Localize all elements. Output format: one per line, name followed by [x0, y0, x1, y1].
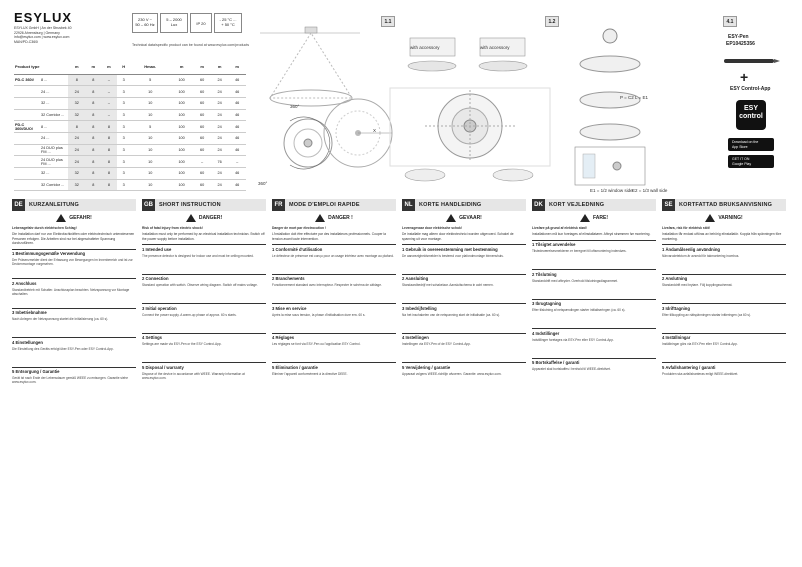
- table-row: [14, 132, 246, 144]
- section-text: Dispose of the device in accordance with WEEE. Warranty information at www.esylux.com.: [142, 371, 245, 380]
- app-store-badge[interactable]: Download on the App Store: [728, 138, 774, 151]
- table-cell: 24: [211, 121, 229, 133]
- table-cell: 46: [228, 132, 246, 144]
- table-header: m: [101, 60, 117, 74]
- product-group: [14, 86, 40, 98]
- section-title: 2 Aansluiting: [402, 274, 526, 282]
- table-row: [14, 121, 246, 133]
- product-name: 32 Corridor ...: [40, 179, 68, 191]
- section-text: Die Einstellung des Geräts erfolgt über ESY-Pen oder ESY Control-App.: [12, 346, 114, 351]
- section-text: Indstillinger foretages via ESY-Pen eller ESY Control-App.: [532, 337, 614, 342]
- esy-pen-title: ESY-Pen: [728, 34, 749, 40]
- product-name: 32 ...: [40, 97, 68, 109]
- column-title: MODE D'EMPLOI RAPIDE: [289, 202, 360, 208]
- product-name: 24 ...: [40, 132, 68, 144]
- product-name: 32 Corridor ...: [40, 109, 68, 121]
- table-cell: 10: [131, 179, 170, 191]
- table-cell: 8: [101, 132, 117, 144]
- contact-line: 22926 Ahrensburg | Germany: [14, 30, 60, 35]
- table-cell: 100: [170, 121, 193, 133]
- warning-row: [532, 214, 656, 222]
- safety-text: L'installation doit être effectuée par des installateurs professionnels. Couper la tension avant toute intervention.: [272, 232, 387, 241]
- section-title: 4 Einstellungen: [12, 337, 136, 345]
- product-name: 8 ...: [40, 74, 68, 86]
- table-cell: 60: [193, 179, 211, 191]
- table-cell: 60: [193, 132, 211, 144]
- table-cell: 24: [68, 156, 86, 168]
- table-cell: 100: [170, 109, 193, 121]
- table-cell: 8: [86, 168, 102, 180]
- product-group: PD-C 360i/DUO/: [14, 121, 40, 133]
- table-cell: 60: [193, 121, 211, 133]
- table-cell: 24: [211, 86, 229, 98]
- language-code: FR: [272, 199, 285, 211]
- caption-window-side: E1 = 1/2 window side: [590, 188, 633, 193]
- section-title: 2 Branchements: [272, 274, 396, 282]
- table-row: [14, 109, 246, 121]
- product-group: [14, 156, 40, 168]
- table-cell: 5: [131, 74, 170, 86]
- table-cell: 8: [101, 179, 117, 191]
- code-legend: P = C2 L = E1: [620, 95, 649, 100]
- table-cell: 5: [131, 121, 170, 133]
- table-cell: 8: [86, 144, 102, 156]
- table-cell: 10: [131, 109, 170, 121]
- table-cell: 24: [211, 144, 229, 156]
- esy-pen-icon: [722, 54, 782, 68]
- window-wall-diagram: [555, 22, 668, 193]
- section-text: Der Präsenzmelder dient der Erfassung von Bewegungen im Innenbereich und ist zur Deckenmontage vorgesehen.: [12, 258, 133, 267]
- table-cell: 3: [117, 144, 131, 156]
- table-cell: –: [228, 156, 246, 168]
- section-title: 3 Ibrugtagning: [532, 299, 656, 307]
- section-title: 4 Instellingen: [402, 333, 526, 341]
- column-title: KORTE HANDLEIDING: [419, 202, 482, 208]
- section-title: 2 Anschluss: [12, 278, 136, 286]
- product-name: 24 ...: [40, 86, 68, 98]
- section-text: Apparatet skal bortskaffes i henhold til WEEE-direktivet.: [532, 367, 611, 372]
- contact-line: MAN/PD-C360i: [14, 39, 38, 44]
- table-cell: 8: [101, 156, 117, 168]
- warning-icon: [580, 214, 590, 222]
- table-cell: 32: [68, 168, 86, 180]
- esy-control-badge: ESY control: [736, 100, 766, 130]
- table-cell: 60: [193, 97, 211, 109]
- section-text: Standarddrift med brytare. Följ kopplingsschemat.: [662, 283, 733, 288]
- table-cell: 100: [170, 86, 193, 98]
- table-cell: 8: [101, 121, 117, 133]
- table-cell: 3: [117, 121, 131, 133]
- table-cell: 46: [228, 86, 246, 98]
- danger-note: Livsfare på grund af elektrisk stød!: [532, 226, 587, 230]
- language-column-nl: [402, 199, 526, 559]
- section-text: Tilstedeværelsesmelderen er beregnet til loftsmontering indendørs.: [532, 249, 627, 254]
- product-group: [14, 97, 40, 109]
- danger-note: Lebensgefahr durch elektrischen Schlag!: [12, 226, 77, 230]
- table-header: H: [117, 60, 131, 74]
- section-title: 5 Entsorgung / Garantie: [12, 367, 136, 375]
- warning-icon: [705, 214, 715, 222]
- language-code: NL: [402, 199, 415, 211]
- table-header-row: [14, 60, 246, 74]
- table-header: Product type: [14, 60, 68, 74]
- table-row: [14, 179, 246, 191]
- caption-with-accessory: with accessory: [480, 45, 510, 50]
- section-text: Settings are made via ESY-Pen or the ESY Control-App.: [142, 342, 222, 347]
- section-text: Standardbetrieb mit Schalter. Anschlussplan beachten. Netzspannung vor Montage abschalten.: [12, 287, 130, 296]
- table-cell: 8: [68, 121, 86, 133]
- table-cell: –: [101, 74, 117, 86]
- section-title: 3 Mise en service: [272, 303, 396, 311]
- contact-block: [14, 26, 124, 44]
- section-title: 2 Anslutning: [662, 274, 786, 282]
- table-header: m: [211, 60, 229, 74]
- product-group: [14, 144, 40, 156]
- spec-lux: 5 – 2000 Lux: [160, 13, 188, 33]
- google-play-badge[interactable]: GET IT ON Google Play: [728, 155, 774, 168]
- spec-ip: IP 20: [190, 13, 212, 33]
- danger-label: GEVAAR!: [459, 215, 482, 221]
- step-number: 1.2: [545, 16, 559, 27]
- safety-text: Die Installation darf nur von Elektrofachkräften oder elektrotechnisch unterwiesenen Personen erfolgen. Die Arbeiten sind nur bei abgeschalteter Spannung durchzuführen.: [12, 232, 135, 246]
- danger-label: GEFAHR!: [69, 215, 92, 221]
- section-title: 1 Intended use: [142, 244, 266, 252]
- table-header: m: [86, 60, 102, 74]
- column-header: [402, 199, 526, 211]
- table-cell: 8: [86, 74, 102, 86]
- spec-voltage: 230 V ~ 50 – 60 Hz: [132, 13, 158, 33]
- table-cell: 32: [68, 109, 86, 121]
- table-cell: 24: [68, 144, 86, 156]
- spec-temperature: - 25 °C ... + 50 °C: [214, 13, 242, 33]
- table-row: [14, 97, 246, 109]
- section-text: Produkten ska avfallshanteras enligt WEEE-direktivet.: [662, 371, 739, 376]
- table-header: m: [68, 60, 86, 74]
- section-text: Instellingen via ESY-Pen of de ESY Control-App.: [402, 342, 471, 347]
- column-title: SHORT INSTRUCTION: [159, 202, 221, 208]
- column-header: [532, 199, 656, 211]
- table-cell: 10: [131, 168, 170, 180]
- table-cell: 3: [117, 86, 131, 98]
- table-cell: 24: [211, 97, 229, 109]
- product-group: PD-C 360i/: [14, 74, 40, 86]
- table-cell: 10: [131, 86, 170, 98]
- section-title: 3 Initial operation: [142, 303, 266, 311]
- table-cell: 46: [228, 97, 246, 109]
- section-text: Fonctionnement standard avec interrupteur. Respecter le schéma de câblage.: [272, 283, 382, 288]
- table-cell: 24: [211, 109, 229, 121]
- table-cell: 32: [68, 97, 86, 109]
- warning-icon: [315, 214, 325, 222]
- caption-with-accessory: with accessory: [410, 45, 440, 50]
- table-cell: 10: [131, 97, 170, 109]
- table-cell: 3: [117, 179, 131, 191]
- table-cell: 46: [228, 109, 246, 121]
- esy-pen-code: EP10425356: [726, 41, 755, 47]
- table-row: [14, 74, 246, 86]
- table-cell: 8: [86, 132, 102, 144]
- table-cell: 60: [193, 168, 211, 180]
- table-cell: 46: [228, 168, 246, 180]
- mounting-diagram: [385, 30, 555, 190]
- safety-text: Installation får endast utföras av behörig elinstallatör. Koppla från spänningen före montering.: [662, 232, 782, 241]
- column-title: KORTFATTAD BRUKSANVISNING: [679, 202, 773, 208]
- danger-note: Livsfara, risk för elektrisk stöt!: [662, 226, 711, 230]
- section-title: 3 Inbedrijfstelling: [402, 303, 526, 311]
- section-text: Närvarodetektorn är avsedd för takmontering inomhus.: [662, 253, 740, 258]
- table-cell: 24: [211, 74, 229, 86]
- section-text: Inställningar görs via ESY-Pen eller ESY Control-App.: [662, 342, 738, 347]
- product-name: 24 DUO plus FM ...: [40, 144, 68, 156]
- product-group: [14, 109, 40, 121]
- section-title: 4 Inställningar: [662, 333, 786, 341]
- table-cell: 100: [170, 74, 193, 86]
- contact-line: ESYLUX GmbH | An der Strusbek 40: [14, 26, 72, 30]
- section-text: Après la mise sous tension, la phase d'initialisation dure env. 60 s.: [272, 312, 366, 317]
- section-text: Standarddrift med afbryder. Overhold tilslutningsdiagrammet.: [532, 278, 618, 283]
- table-cell: 8: [101, 168, 117, 180]
- language-column-fr: [272, 199, 396, 559]
- table-cell: –: [101, 109, 117, 121]
- danger-note: Levensgevaar door elektrische schok!: [402, 226, 462, 230]
- warning-row: [272, 214, 396, 222]
- section-title: 5 Disposal / warranty: [142, 362, 266, 370]
- caption-wall-side: E2 = 1/3 wall side: [632, 188, 668, 193]
- language-column-se: [662, 199, 786, 559]
- table-cell: 24: [68, 132, 86, 144]
- warning-row: [142, 214, 266, 222]
- section-title: 4 Indstillinger: [532, 328, 656, 336]
- table-cell: 100: [170, 156, 193, 168]
- plus-icon: +: [740, 69, 749, 85]
- danger-label: DANGER!: [198, 215, 223, 221]
- section-text: Les réglages se font via ESY-Pen ou l'application ESY Control.: [272, 342, 361, 347]
- table-cell: 8: [68, 74, 86, 86]
- warning-row: [662, 214, 786, 222]
- section-title: 5 Bortskaffelse / garanti: [532, 358, 656, 366]
- table-cell: 3: [117, 74, 131, 86]
- table-cell: 24: [211, 168, 229, 180]
- section-text: Nach Anlegen der Netzspannung startet die Initialisierung (ca. 60 s).: [12, 317, 109, 322]
- table-cell: 24: [211, 179, 229, 191]
- table-cell: 10: [131, 156, 170, 168]
- table-cell: –: [193, 156, 211, 168]
- column-header: [142, 199, 266, 211]
- table-cell: 8: [86, 109, 102, 121]
- section-text: Connect the power supply. A warm-up phase of approx. 60 s starts.: [142, 312, 237, 317]
- section-text: Standard operation with switch. Observe wiring diagram. Switch off mains voltage.: [142, 283, 258, 288]
- table-cell: 60: [193, 86, 211, 98]
- section-text: Le détecteur de présence est conçu pour un usage intérieur avec montage au plafond.: [272, 253, 394, 258]
- safety-text: De installatie mag alleen door elektrotechnici worden uitgevoerd. Schakel de spanning uit voor montage.: [402, 232, 514, 241]
- section-title: 3 Idrifttagning: [662, 303, 786, 311]
- table-cell: 76: [211, 156, 229, 168]
- language-code: SE: [662, 199, 675, 211]
- section-title: 3 Inbetriebnahme: [12, 308, 136, 316]
- section-title: 1 Conformité d'utilisation: [272, 244, 396, 252]
- table-cell: 24: [68, 86, 86, 98]
- warning-icon: [186, 214, 196, 222]
- language-column-dk: [532, 199, 656, 559]
- table-cell: 60: [193, 74, 211, 86]
- table-cell: 46: [228, 144, 246, 156]
- product-name: 24 DUO plus FM ...: [40, 156, 68, 168]
- product-name: 32 ...: [40, 168, 68, 180]
- section-text: The presence detector is designed for indoor use and must be ceiling mounted.: [142, 253, 254, 258]
- brand-logo: ESYLUX: [14, 10, 73, 25]
- table-cell: 24: [211, 132, 229, 144]
- product-table: [14, 60, 246, 191]
- safety-text: Installationen må kun foretages af elinstallatører. Afbryd strømmen før montering.: [532, 232, 651, 237]
- table-cell: 3: [117, 168, 131, 180]
- section-text: Efter tilslutning af netspændingen starter initialiseringen (ca. 60 s).: [532, 308, 626, 313]
- sensor-side-shape: [305, 27, 317, 33]
- section-title: 2 Connection: [142, 274, 266, 282]
- table-cell: 3: [117, 97, 131, 109]
- section-title: 5 Verwijdering / garantie: [402, 362, 526, 370]
- table-header: m: [193, 60, 211, 74]
- table-header: Hmax.: [131, 60, 170, 74]
- table-row: [14, 144, 246, 156]
- table-cell: 46: [228, 121, 246, 133]
- section-title: 1 Tilsigtet anvendelse: [532, 240, 656, 248]
- step-number: 1.1: [381, 16, 395, 27]
- table-cell: 8: [101, 144, 117, 156]
- table-cell: 8: [86, 121, 102, 133]
- column-title: KORT VEJLEDNING: [549, 202, 605, 208]
- product-web-link[interactable]: Technical data/specific product can be found at www.esylux.com/products: [132, 43, 250, 47]
- product-name: 8 ...: [40, 121, 68, 133]
- section-title: 1 Ändamålsenlig användning: [662, 244, 786, 252]
- danger-label: DANGER !: [328, 215, 353, 221]
- step-number: 4.1: [723, 16, 737, 27]
- warning-icon: [446, 214, 456, 222]
- section-text: Efter tillkoppling av nätspänningen startar initieringen (ca 60 s).: [662, 312, 751, 317]
- section-title: 5 Élimination / garantie: [272, 362, 396, 370]
- table-header: m: [170, 60, 193, 74]
- section-text: Gerät ist nach Ende der Lebensdauer gemäß WEEE zu entsorgen. Garantie siehe www.esylux.com.: [12, 376, 129, 385]
- safety-text: Installation must only be performed by an electrical installation technician. Switch off the power supply before installation.: [142, 232, 265, 241]
- section-title: 1 Bestimmungsgemäße Verwendung: [12, 249, 136, 257]
- column-header: [662, 199, 786, 211]
- section-title: 5 Avfallshantering / garanti: [662, 362, 786, 370]
- section-text: Standaardbedrijf met schakelaar. Aansluitschema in acht nemen.: [402, 283, 494, 288]
- product-group: [14, 132, 40, 144]
- table-cell: 32: [68, 179, 86, 191]
- angle-label: 360°: [258, 181, 268, 186]
- table-cell: 100: [170, 132, 193, 144]
- danger-note: Danger de mort par électrocution !: [272, 226, 327, 230]
- language-code: DE: [12, 199, 25, 211]
- table-cell: 3: [117, 109, 131, 121]
- product-group: [14, 179, 40, 191]
- table-header: m: [228, 60, 246, 74]
- table-cell: 10: [131, 132, 170, 144]
- contact-line: info@esylux.com | www.esylux.com: [14, 35, 70, 40]
- table-cell: 3: [117, 132, 131, 144]
- table-cell: 46: [228, 74, 246, 86]
- angle-label: 360°: [290, 104, 300, 109]
- table-cell: 8: [86, 86, 102, 98]
- table-cell: 46: [228, 179, 246, 191]
- table-row: [14, 168, 246, 180]
- table-cell: 100: [170, 168, 193, 180]
- section-title: 2 Tilslutning: [532, 269, 656, 277]
- column-header: [12, 199, 136, 211]
- danger-note: Risk of fatal injury from electric shock!: [142, 226, 203, 230]
- table-cell: –: [101, 97, 117, 109]
- product-group: [14, 168, 40, 180]
- table-row: [14, 86, 246, 98]
- table-cell: 10: [131, 144, 170, 156]
- section-text: De aanwezigheidsmelder is bestemd voor plafondmontage binnenshuis.: [402, 253, 504, 258]
- section-title: 1 Gebruik in overeenstemming met bestemming: [402, 244, 526, 252]
- dimension-label-x: X: [373, 128, 377, 133]
- column-header: [272, 199, 396, 211]
- table-cell: 8: [86, 156, 102, 168]
- table-cell: 3: [117, 156, 131, 168]
- danger-label: FARE!: [593, 215, 608, 221]
- table-cell: 60: [193, 109, 211, 121]
- table-row: [14, 156, 246, 168]
- table-cell: 8: [86, 97, 102, 109]
- column-title: KURZANLEITUNG: [29, 202, 79, 208]
- language-code: GB: [142, 199, 155, 211]
- table-cell: 60: [193, 144, 211, 156]
- language-column-gb: [142, 199, 266, 559]
- section-title: 4 Réglages: [272, 333, 396, 341]
- table-cell: 8: [86, 179, 102, 191]
- esy-control-app-label: ESY Control-App: [730, 86, 771, 92]
- table-cell: –: [101, 86, 117, 98]
- table-cell: 100: [170, 144, 193, 156]
- language-code: DK: [532, 199, 545, 211]
- section-text: Apparaat volgens WEEE-richtlijn afvoeren. Garantie: www.esylux.com.: [402, 371, 502, 376]
- danger-label: VARNING!: [718, 215, 743, 221]
- warning-icon: [56, 214, 66, 222]
- section-text: Na het inschakelen van de netspanning start de initialisatie (ca. 60 s).: [402, 312, 500, 317]
- table-cell: 100: [170, 179, 193, 191]
- language-column-de: [12, 199, 136, 559]
- section-text: Éliminer l'appareil conformément à la directive DEEE.: [272, 371, 348, 376]
- warning-row: [12, 214, 136, 222]
- section-title: 4 Settings: [142, 333, 266, 341]
- table-cell: 100: [170, 97, 193, 109]
- warning-row: [402, 214, 526, 222]
